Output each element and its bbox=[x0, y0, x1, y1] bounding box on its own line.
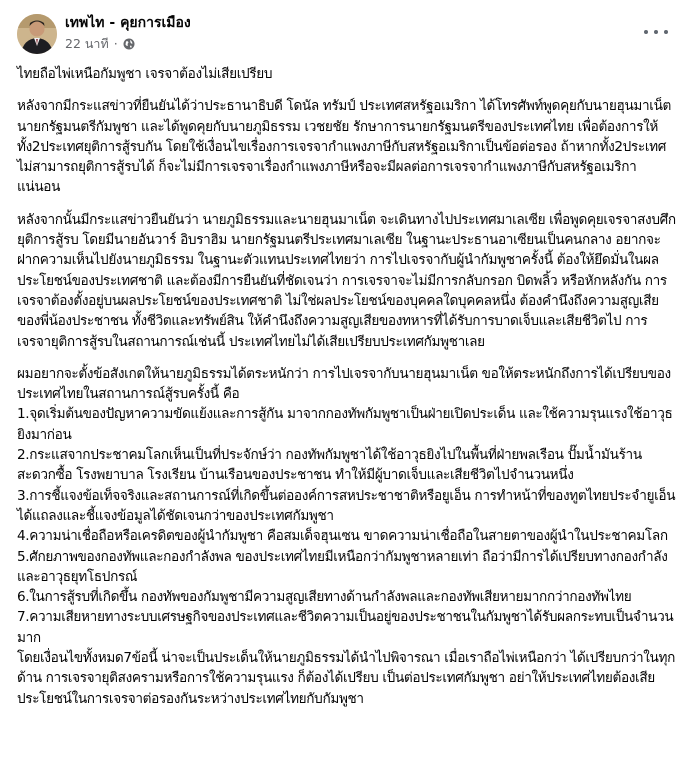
avatar-image bbox=[17, 14, 57, 54]
post-body bbox=[17, 64, 682, 709]
paragraph-1: หลังจากมีกระแสข่าวที่ยืนยันได้ว่าประธานาธิบดี โดนัล ทรัมป์ ประเทศสหรัฐอเมริกา ได้โทรศัพท์พูดคุยกับนายฮุนมาเน็ต นายกรัฐมนตรีกัมพูชา และได้พูดคุยกับนายภูมิธรรม เวชยชัย รักษาการนายกรัฐมนตรีของประเทศไทย เพื่อต้องการให้ทั้ง2ประเทศยุติการสู้รบกัน โดยใช้เงื่อนไขเรื่องการเจรจากำแพงภาษีกับสหรัฐอเมริกาเป็นข้อต่อรอง ถ้าหากทั้ง2ประเทศไม่สามารถยุติการสู้รบได้ ก็จะไม่มีการเจรจาเรื่องกำแพงภาษีหรือจะมีผลต่อการเจรจากำแพงภาษีกับสหรัฐอเมริกาแน่นอน bbox=[17, 98, 671, 196]
post-time[interactable]: 22 นาที bbox=[65, 36, 109, 51]
post-header bbox=[17, 0, 682, 62]
author-avatar[interactable] bbox=[17, 14, 57, 54]
author-name[interactable]: เทพไท - คุยการเมือง bbox=[65, 15, 191, 31]
list-item: 1.จุดเริ่มต้นของปัญหาความขัดแย้งและการสู้กัน มาจากกองทัพกัมพูชาเป็นฝ่ายเปิดประเด็น และใช้ความรุนแรงใช้อาวุธยิงมาก่อน bbox=[17, 406, 673, 443]
list-item: 6.ในการสู้รบที่เกิดขึ้น กองทัพของกัมพูชามีความสูญเสียทางด้านกำลังพลและกองทัพเสียหายมากกว่ากองทัพไทย bbox=[17, 589, 632, 606]
list-item: 5.ศักยภาพของกองทัพและกองกำลังพล ของประเทศไทยมีเหนือกว่ากัมพูชาหลายเท่า ถือว่ามีการได้เปรียบทางกองกำลังและอาวุธยุทโธปกรณ์ bbox=[17, 548, 668, 585]
post-title: ไทยถือไพ่เหนือกัมพูชา เจรจาต้องไม่เสียเปรียบ bbox=[17, 66, 273, 82]
meta-separator: · bbox=[113, 36, 118, 51]
list-item: 3.การชี้แจงข้อเท็จจริงและสถานการณ์ที่เกิดขึ้นต่อองค์การสหประชาชาติหรือยูเอ็น การทำหน้าที่ของทูตไทยประจำยูเอ็น ได้แถลงและชี้แจงข้อมูลได้ชัดเจนกว่าของประเทศกัมพูชา bbox=[17, 487, 676, 524]
post-meta bbox=[65, 36, 135, 52]
globe-icon[interactable] bbox=[123, 38, 135, 50]
paragraph-2: หลังจากนั้นมีกระแสข่าวยืนยันว่า นายภูมิธรรมและนายฮุนมาเน็ต จะเดินทางไปประเทศมาเลเซีย เพื่อพูดคุยเจรจาสงบศึกยุติการสู้รบ โดยมีนายอันวาร์ อิบราฮิม นายกรัฐมนตรีประเทศมาเลเซีย ในฐานะประธานอาเซียนเป็นคนกลาง อยากจะฝากความเห็นไปยังนายภูมิธรรม ในฐานะตัวแทนประเทศไทยว่า การไปเจรจากับผู้นำกัมพูชาครั้งนี้ ต้องให้ยึดมั่นในผลประโยชน์ของประเทศชาติ และต้องมีการยืนยันที่ชัดเจนว่า การเจรจาจะไม่มีการกลับกรอก บิดพลิ้ว หรือหักหลังกัน การเจรจาต้องตั้งอยู่บนผลประโยชน์ของประเทศชาติ ไม่ใช่ผลประโยชน์ของบุคคลใดบุคคลหนึ่ง ต้องคำนึงถึงความสูญเสียของพี่น้องประชาชน ทั้งชีวิตและทรัพย์สิน ให้คำนึงถึงความสูญเสียของทหารที่ได้รับการบาดเจ็บและเสียชีวิตไป การเจรจายุติการสู้รบในสถานการณ์เช่นนี้ ประเทศไทยไม่ได้เสียเปรียบประเทศกัมพูชาเลย bbox=[17, 211, 676, 350]
paragraph-3: ผมอยากจะตั้งข้อสังเกตให้นายภูมิธรรมได้ตระหนักว่า การไปเจรจากับนายฮุนมาเน็ต ขอให้ตระหนักถึงการได้เปรียบของประเทศไทยในสถานการณ์สู้รบครั้งนี้ คือ bbox=[17, 365, 671, 403]
closing-paragraph: โดยเงื่อนไขทั้งหมด7ข้อนี้ น่าจะเป็นประเด็นให้นายภูมิธรรมได้นำไปพิจารณา เมื่อเราถือไพ่เหนือกว่า ได้เปรียบกว่าในทุกด้าน การเจรจายุติสงครามหรือการใช้ความรุนแรง ก็ต้องได้เปรียบ เป็นต่อประเทศกัมพูชา อย่าให้ประเทศไทยต้องเสียประโยชน์ในการเจรจาต่อรองกันระหว่างประเทศไทยกับกัมพูชา bbox=[17, 650, 675, 707]
list-item: 2.กระแสจากประชาคมโลกเห็นเป็นที่ประจักษ์ว่า กองทัพกัมพูชาได้ใช้อาวุธยิงไปในพื้นที่ฝ่ายพลเรือน ปั๊มน้ำมันร้านสะดวกซื้อ โรงพยาบาล โรงเรียน บ้านเรือนของประชาชน ทำให้มีผู้บาดเจ็บและเสียชีวิตไปจำนวนหนึ่ง bbox=[17, 447, 642, 484]
list-item: 4.ความน่าเชื่อถือหรือเครดิตของผู้นำกัมพูชา คือสมเด็จฮุนเซน ขาดความน่าเชื่อถือในสายตาของผู้นำในประชาคมโลก bbox=[17, 528, 668, 545]
more-options-icon[interactable] bbox=[644, 22, 668, 42]
list-item: 7.ความเสียหายทางระบบเศรษฐกิจของประเทศและชีวิตความเป็นอยู่ของประชาชนในกัมพูชาได้รับผลกระทบเป็นจำนวนมาก bbox=[17, 609, 674, 646]
